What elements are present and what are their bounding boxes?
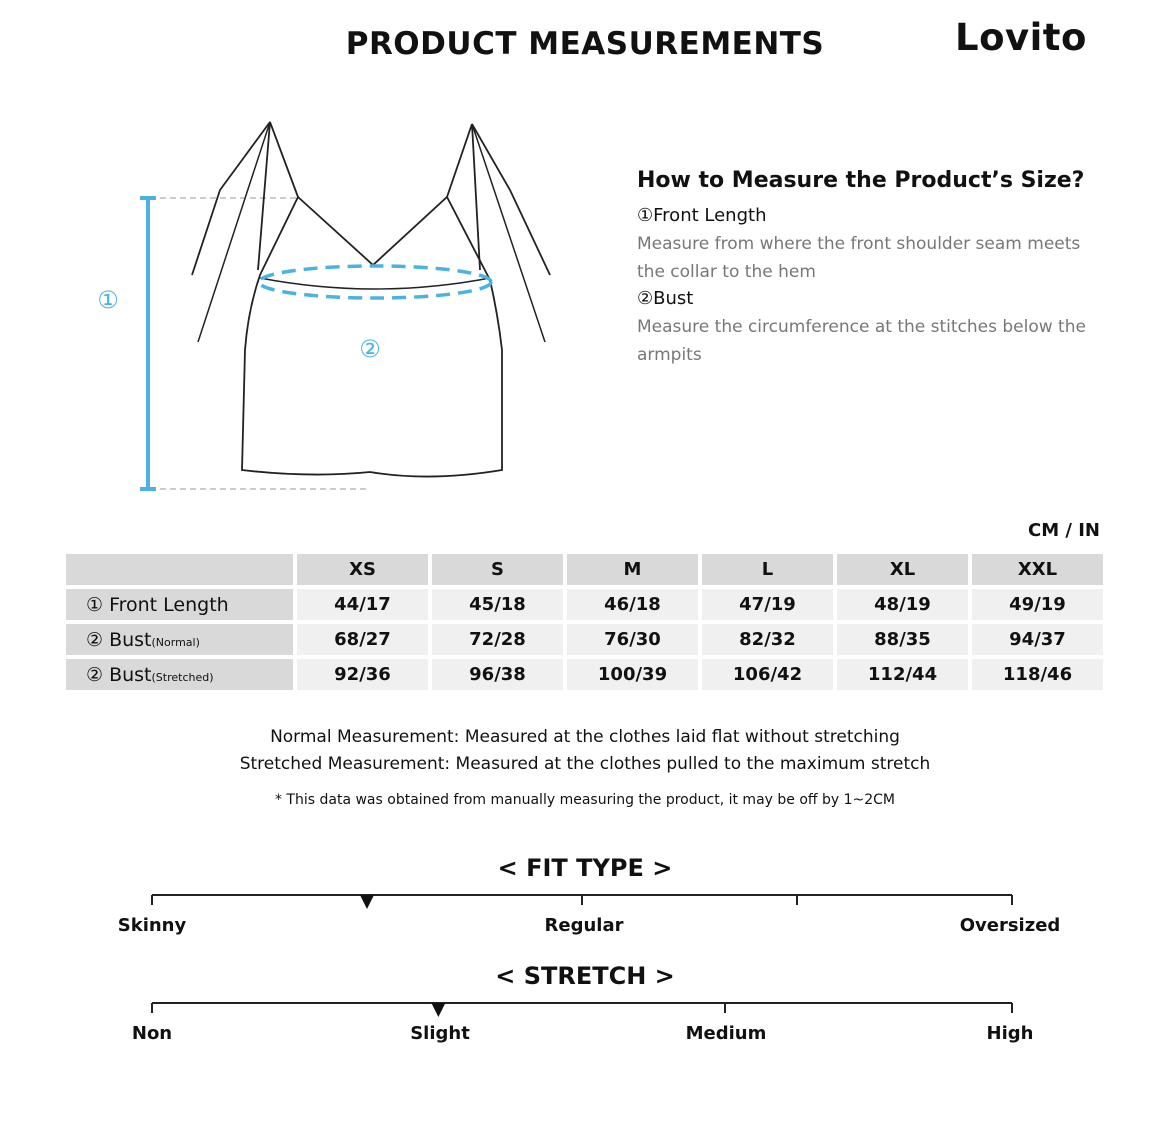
- table-cell: 82/32: [702, 624, 833, 655]
- stretch-label: Slight: [410, 1023, 470, 1044]
- table-cell: 94/37: [972, 624, 1103, 655]
- right-tie-long: [472, 124, 545, 342]
- stretch-indicator: [431, 1003, 445, 1017]
- fit-type-label: Regular: [544, 915, 624, 936]
- row-label-text: ② Bust: [86, 663, 152, 686]
- size-header: XXL: [972, 554, 1103, 585]
- measure-instructions: [637, 168, 1097, 371]
- right-strap-end: [472, 124, 550, 275]
- row-label: [66, 659, 293, 690]
- measurement-notes: [0, 724, 1170, 808]
- size-header: M: [567, 554, 698, 585]
- fit-type-title: < FIT TYPE >: [497, 854, 673, 882]
- table-cell: 49/19: [972, 589, 1103, 620]
- right-tie: [447, 124, 480, 270]
- size-header: L: [702, 554, 833, 585]
- garment-diagram: [70, 110, 570, 510]
- row-label-sub: (Stretched): [151, 670, 214, 684]
- table-row: [66, 659, 1103, 690]
- fit-type-scale: [0, 885, 1170, 915]
- fit-type-indicator: [360, 895, 374, 909]
- table-cell: 100/39: [567, 659, 698, 690]
- size-chart-table: [62, 550, 1107, 694]
- bust-measure-ellipse: [259, 266, 491, 298]
- fit-type-label: Oversized: [959, 915, 1061, 936]
- brand-logo: Lovito: [955, 16, 1087, 59]
- disclaimer-note: * This data was obtained from manually measuring the product, it may be off by 1~2CM: [274, 792, 896, 808]
- unit-label: CM / IN: [1028, 520, 1100, 541]
- row-label: [66, 589, 293, 620]
- page-title: PRODUCT MEASUREMENTS: [345, 26, 825, 62]
- step-bust: ②Bust: [637, 288, 694, 309]
- table-row: [66, 589, 1103, 620]
- bust-marker: ②: [359, 335, 381, 363]
- fit-type-label: Skinny: [117, 915, 187, 936]
- table-cell: 46/18: [567, 589, 698, 620]
- table-cell: 76/30: [567, 624, 698, 655]
- stretch-label: High: [986, 1023, 1034, 1044]
- left-tie: [258, 122, 298, 270]
- stretch-title: < STRETCH >: [495, 962, 675, 990]
- step-bust-desc: Measure the circumference at the stitches below the armpits: [637, 317, 1086, 365]
- table-row: [66, 624, 1103, 655]
- row-label: [66, 624, 293, 655]
- table-cell: 118/46: [972, 659, 1103, 690]
- instructions-title: How to Measure the Product’s Size?: [637, 168, 1085, 193]
- row-label-text: ① Front Length: [86, 593, 229, 616]
- normal-note: Normal Measurement: Measured at the clothes laid flat without stretching: [270, 727, 900, 747]
- table-cell: 48/19: [837, 589, 968, 620]
- size-header: XS: [297, 554, 428, 585]
- stretch-scale: [0, 993, 1170, 1023]
- bust-seam: [260, 278, 490, 289]
- table-corner-cell: [66, 554, 293, 585]
- table-cell: 45/18: [432, 589, 563, 620]
- stretch-label: Medium: [685, 1023, 767, 1044]
- table-header-row: [66, 554, 1103, 585]
- table-cell: 44/17: [297, 589, 428, 620]
- table-cell: 106/42: [702, 659, 833, 690]
- stretched-note: Stretched Measurement: Measured at the clothes pulled to the maximum stretch: [239, 754, 931, 774]
- left-tie-long: [198, 122, 270, 342]
- stretch-label: Non: [131, 1023, 173, 1044]
- step-front-length-desc: Measure from where the front shoulder seam meets the collar to the hem: [637, 234, 1081, 282]
- length-marker: ①: [97, 286, 119, 314]
- table-cell: 47/19: [702, 589, 833, 620]
- row-label-text: ② Bust: [86, 628, 152, 651]
- table-cell: 96/38: [432, 659, 563, 690]
- table-cell: 72/28: [432, 624, 563, 655]
- table-cell: 68/27: [297, 624, 428, 655]
- row-label-sub: (Normal): [151, 635, 200, 649]
- table-cell: 92/36: [297, 659, 428, 690]
- table-cell: 112/44: [837, 659, 968, 690]
- size-header: XL: [837, 554, 968, 585]
- size-header: S: [432, 554, 563, 585]
- table-cell: 88/35: [837, 624, 968, 655]
- step-front-length: ①Front Length: [637, 205, 767, 226]
